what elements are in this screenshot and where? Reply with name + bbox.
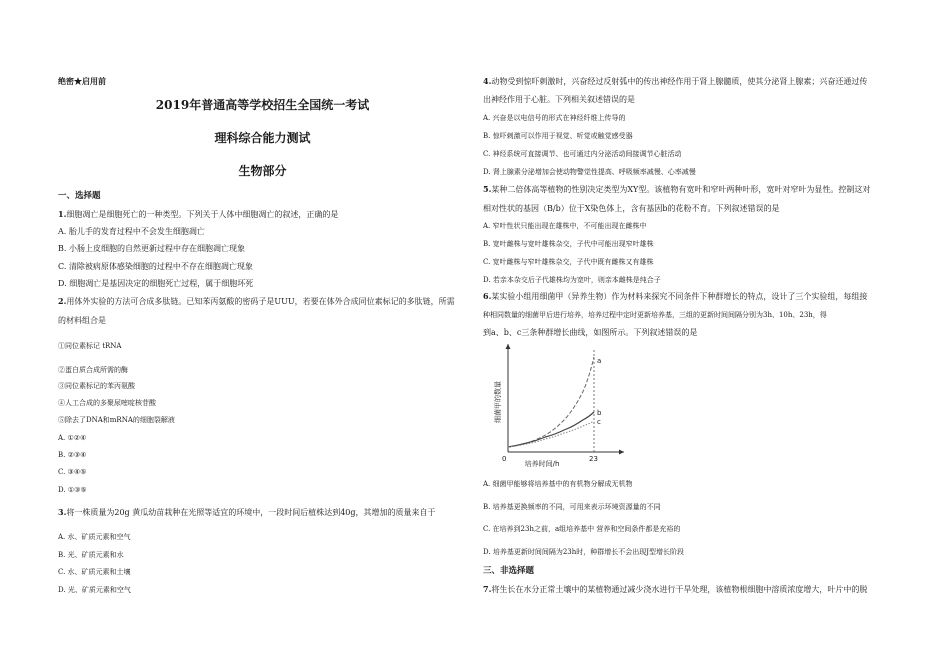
q3-text: 将一株质量为20g 黄瓜幼苗栽种在光照等适宜的环境中，一段时间后植株达到40g，其增加的质量来自于 (66, 508, 436, 517)
q7-stem (483, 584, 867, 595)
chart-axes (506, 344, 625, 455)
q4-stem-line1 (483, 76, 867, 87)
x-axis-label: 培养时间/h (524, 460, 560, 468)
q1-option-b: B. 小肠上皮细胞的自然更新过程中存在细胞凋亡现象 (58, 244, 245, 253)
q1-number: 1. (58, 209, 67, 219)
q2-item-1: ①同位素标记 tRNA (58, 342, 122, 350)
x-axis-arrow (619, 450, 624, 455)
x-tick-0: 0 (502, 455, 507, 463)
q7-number: 7. (483, 584, 492, 594)
q5-number: 5. (483, 184, 492, 194)
q2-option-c: C. ③④⑤ (58, 468, 87, 476)
q3-number: 3. (58, 507, 67, 517)
q2-option-b: B. ②③④ (58, 451, 87, 459)
q2-option-a: A. ①②④ (58, 434, 87, 442)
q2-stem-line1 (58, 296, 455, 307)
q2-stem-line2: 的材料组合是 (58, 316, 106, 325)
secret-mark: 绝密★启用前 (58, 76, 106, 86)
q5-option-a: A. 窄叶性状只能出现在雄株中，不可能出现在雌株中 (483, 222, 647, 230)
q5-option-c: C. 宽叶雌株与窄叶雄株杂交，子代中既有雌株又有雄株 (483, 258, 654, 266)
q3-option-c: C. 水、矿质元素和土壤 (58, 568, 131, 576)
series-b-label: b (597, 409, 602, 417)
q5-text-1: 某种二倍体高等植物的性别决定类型为XY型。该植物有宽叶和窄叶两种叶形，宽叶对窄叶为显性。控制这对 (491, 185, 871, 194)
q5-option-d: D. 若亲本杂交后子代雄株均为宽叶，则亲本雌株是纯合子 (483, 276, 661, 284)
q2-item-5: ⑤除去了DNA和mRNA的细胞裂解液 (58, 416, 175, 424)
series-a-label: a (597, 357, 602, 365)
q2-item-2: ②蛋白质合成所需的酶 (58, 366, 128, 374)
growth-curve-chart (486, 340, 636, 470)
q1-option-d: D. 细胞凋亡是基因决定的细胞死亡过程，属于细胞坏死 (58, 279, 254, 288)
chart-labels-group (493, 357, 602, 468)
section-nonchoice: 三、非选择题 (483, 566, 535, 576)
q7-text: 将生长在水分正常土壤中的某植物通过减少浇水进行干旱处理，该植物根细胞中溶质浓度增大，叶片中的脱 (491, 585, 868, 594)
q3-option-a: A. 水、矿质元素和空气 (58, 533, 131, 541)
q3-stem (58, 507, 436, 518)
q2-text-1: 用体外实验的方法可合成多肽链。已知苯丙氨酸的密码子是UUU，若要在体外合成同位素标记的多肽链，所需 (66, 297, 455, 306)
q6-option-b: B. 培养基更换频率的不同，可用来表示环境资源量的不同 (483, 503, 661, 511)
q1-option-a: A. 胎儿手的发育过程中不会发生细胞凋亡 (58, 227, 205, 236)
q2-item-4: ④人工合成的多聚尿嘧啶核苷酸 (58, 399, 156, 407)
series-c-label: c (597, 418, 601, 426)
q3-option-b: B. 光、矿质元素和水 (58, 551, 124, 559)
q6-option-d: D. 培养基更新时间间隔为23h时，种群增长不会出现J型增长阶段 (483, 548, 685, 556)
q4-text-1: 动物受到惊吓刺激时，兴奋经过反射弧中的传出神经作用于肾上腺髓质，使其分泌肾上腺素；兴奋还通过传 (491, 77, 868, 86)
q6-option-a: A. 细菌甲能够将培养基中的有机物分解成无机物 (483, 480, 633, 488)
series-a-line (508, 357, 594, 447)
q6-stem-line2: 种相同数量的细菌甲后进行培养，培养过程中定时更新培养基，三组的更新时间间隔分别为3h、10h、23h，得 (483, 311, 827, 319)
q3-option-d: D. 光、矿质元素和空气 (58, 586, 131, 594)
q1-option-c: C. 清除被病原体感染细胞的过程中不存在细胞凋亡现象 (58, 262, 253, 271)
section-choice: 一、选择题 (58, 191, 101, 201)
q2-option-d: D. ①③⑤ (58, 486, 87, 494)
exam-subtitle: 理科综合能力测试 (214, 131, 311, 145)
series-b-line (508, 412, 594, 447)
q6-text-1: 某实验小组用细菌甲（异养生物）作为材料来探究不同条件下种群增长的特点，设计了三个实验组，每组接 (491, 292, 868, 301)
q4-option-a: A. 兴奋是以电信号的形式在神经纤维上传导的 (483, 114, 626, 122)
x-tick-23: 23 (589, 455, 598, 463)
q1-stem (58, 209, 338, 220)
q4-number: 4. (483, 76, 492, 86)
q6-number: 6. (483, 291, 492, 301)
q4-option-d: D. 肾上腺素分泌增加会使动物警觉性提高、呼吸频率减慢、心率减慢 (483, 168, 696, 176)
exam-part: 生物部分 (238, 164, 287, 178)
q1-text: 细胞凋亡是细胞死亡的一种类型。下列关于人体中细胞凋亡的叙述，正确的是 (66, 210, 339, 219)
q6-stem-line3: 到a、b、c三条种群增长曲线，如图所示。下列叙述错误的是 (483, 328, 698, 337)
q4-stem-line2: 出神经作用于心脏。下列相关叙述错误的是 (483, 95, 635, 104)
q6-stem-line1 (483, 291, 867, 302)
y-axis-label: 细菌甲的数量 (494, 381, 502, 423)
q5-stem-line2: 相对性状的基因（B/b）位于X染色体上，含有基因b的花粉不育。下列叙述错误的是 (483, 204, 780, 213)
chart-series-group (508, 357, 594, 447)
q4-option-b: B. 惊吓刺激可以作用于视觉、听觉或触觉感受器 (483, 132, 633, 140)
exam-title: 2019年普通高等学校招生全国统一考试 (155, 98, 370, 112)
q5-stem-line1 (483, 184, 870, 195)
q2-number: 2. (58, 296, 67, 306)
q5-option-b: B. 宽叶雌株与宽叶雄株杂交，子代中可能出现窄叶雄株 (483, 240, 654, 248)
q6-option-c: C. 在培养到23h之前，a组培养基中 营养和空间条件都是充裕的 (483, 525, 681, 533)
series-c-line (508, 421, 594, 447)
q2-item-3: ③同位素标记的苯丙氨酸 (58, 382, 135, 390)
q4-option-c: C. 神经系统可直接调节、也可通过内分泌活动间接调节心脏活动 (483, 150, 682, 158)
y-axis-arrow (506, 344, 511, 349)
